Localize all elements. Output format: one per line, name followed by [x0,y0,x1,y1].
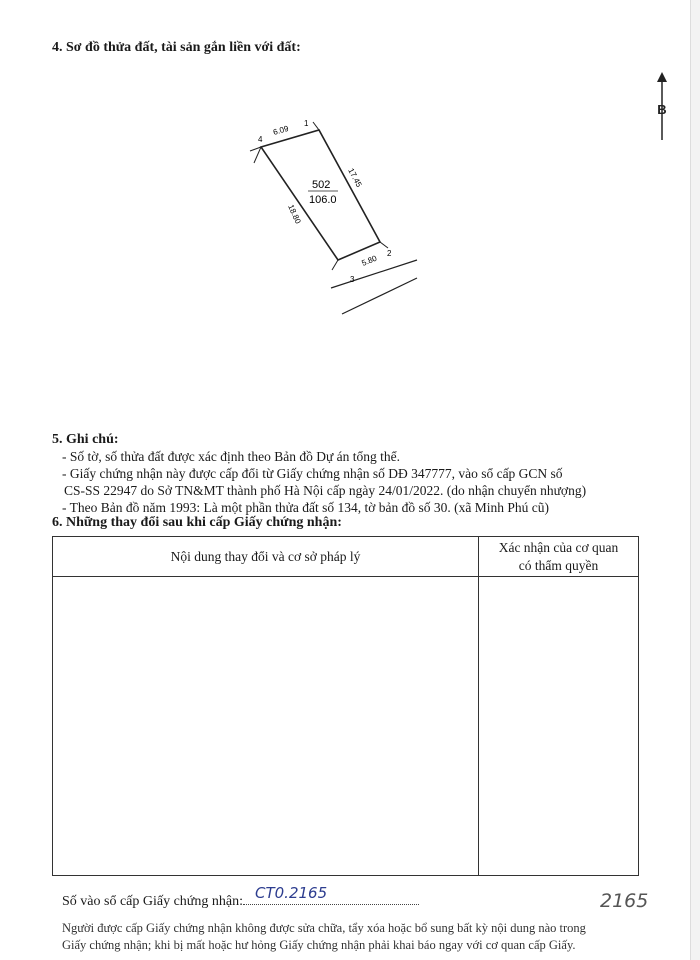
column-header-confirmation [479,537,639,577]
note-line: - Giấy chứng nhận này được cấp đổi từ Giấy chứng nhận số DĐ 347777, vào sổ cấp GCN số [62,466,563,481]
section-4-heading: 4. Sơ đồ thửa đất, tài sản gắn liền với đất: [52,40,301,55]
note-line: CS-SS 22947 do Sở TN&MT thành phố Hà Nội cấp ngày 24/01/2022. (do nhận chuyển nhượng) [64,483,587,498]
section-6-heading: 6. Những thay đổi sau khi cấp Giấy chứng nhận: [52,515,342,530]
column-header-confirmation-line1: Xác nhận của cơ quan [498,539,619,555]
column-header-content: Nội dung thay đổi và cơ sở pháp lý [53,537,479,577]
footer-line: Người được cấp Giấy chứng nhận không được sửa chữa, tẩy xóa hoặc bổ sung bất kỳ nội dung nào trong [62,921,586,935]
margin-note-handwritten: 2165 [600,890,649,912]
registry-number-handwritten: CT0.2165 [255,884,328,902]
vertex-3: 3 [350,275,355,284]
table-cell-content [53,577,479,876]
north-label: B [657,102,667,117]
notes-list [62,448,662,516]
parcel-area: 106.0 [309,194,337,206]
vertex-4: 4 [258,135,263,144]
section-5-heading: 5. Ghi chú: [52,432,119,447]
vertex-2: 2 [387,249,392,258]
parcel-sketch [220,110,420,320]
footer-line: Giấy chứng nhận; khi bị mất hoặc hư hỏng Giấy chứng nhận phải khai báo ngay với cơ quan cấp Giấy. [62,938,576,952]
registry-label: Số vào sổ cấp Giấy chứng nhận: [62,894,243,909]
column-header-confirmation-line2: có thẩm quyền [518,557,599,573]
north-arrow-icon [650,70,674,142]
edge-left-length: 18.80 [286,203,303,226]
footer-warning [62,920,682,954]
changes-table [52,536,639,876]
note-line: - Theo Bản đồ năm 1993: Là một phần thửa đất số 134, tờ bản đồ số 30. (xã Minh Phú cũ) [62,500,550,515]
registry-line [62,884,442,910]
parcel-number: 502 [312,179,331,191]
registry-dotted-field [243,884,419,905]
page-edge [690,0,700,960]
note-line: - Số tờ, số thửa đất được xác định theo Bản đồ Dự án tổng thể. [62,449,401,464]
edge-top-length: 6.09 [272,123,290,137]
table-cell-confirmation [479,577,639,876]
edge-right-length: 17.45 [346,166,364,189]
edge-bottom-length: 5.80 [360,253,379,268]
vertex-1: 1 [304,119,309,128]
